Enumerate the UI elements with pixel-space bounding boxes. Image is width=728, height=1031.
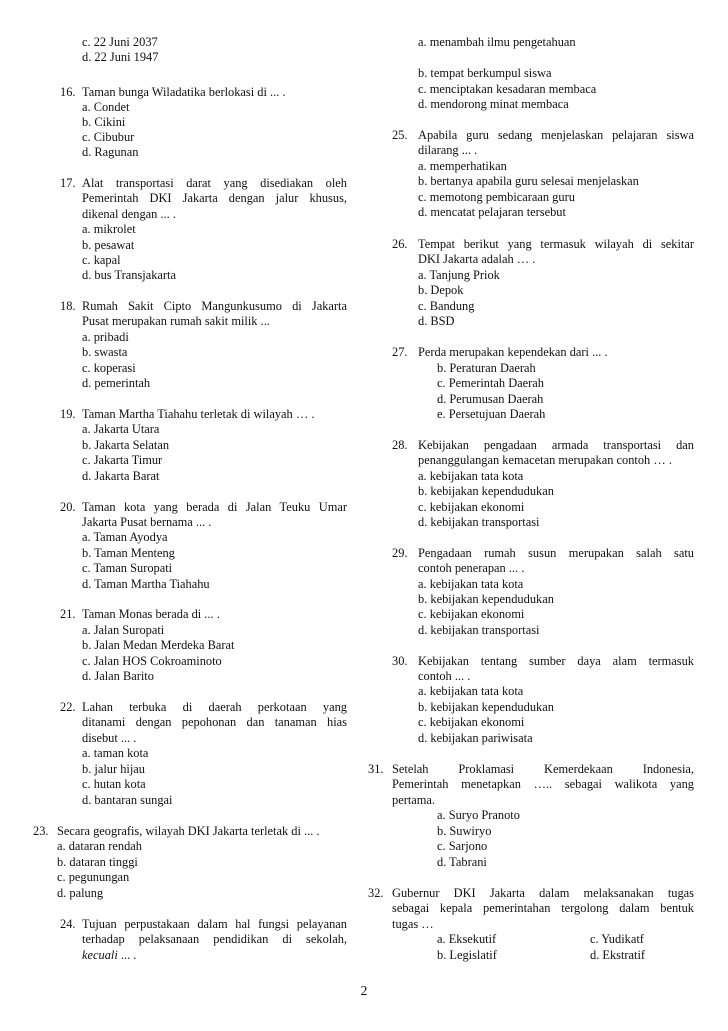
text-line: penanggulangan kemacetan merupakan contoh … . bbox=[418, 453, 672, 467]
text-line: b. pesawat bbox=[82, 238, 135, 252]
question-text: Apabila guru sedang menjelaskan pelajaran siswa bbox=[418, 128, 694, 142]
text-line: c. kebijakan ekonomi bbox=[418, 715, 525, 729]
text-line: d. pemerintah bbox=[82, 376, 151, 390]
text-line: pertama. bbox=[392, 793, 435, 807]
text-line: b. Depok bbox=[418, 283, 464, 297]
question-number: 32. bbox=[368, 886, 384, 900]
text-line: b. Taman Menteng bbox=[82, 546, 175, 560]
text-line: Jakarta Pusat bernama ... . bbox=[82, 515, 212, 529]
text-line: b. kebijakan kependudukan bbox=[418, 592, 554, 606]
question-text: Gubernur DKI Jakarta dalam melaksanakan tugas bbox=[392, 886, 694, 900]
text-line: b. dataran tinggi bbox=[57, 855, 138, 869]
question-number: 28. bbox=[392, 438, 408, 452]
text-line: b. Jalan Medan Merdeka Barat bbox=[82, 638, 235, 652]
option-text: d. Ekstratif bbox=[590, 948, 646, 962]
page-number: 2 bbox=[360, 983, 368, 998]
text-line: terhadap pelaksanaan pendidikan di sekolah, bbox=[82, 932, 347, 946]
text-line: a. kebijakan tata kota bbox=[418, 469, 524, 483]
question-text: Tempat berikut yang termasuk wilayah di sekitar bbox=[418, 237, 694, 251]
question-number: 20. bbox=[60, 500, 76, 514]
question-number: 27. bbox=[392, 345, 408, 359]
text-line: a. Condet bbox=[82, 100, 130, 114]
text-line: d. mendorong minat membaca bbox=[418, 97, 569, 111]
text-line: sebagai kepala pemerintahan tergolong dalam bentuk bbox=[392, 901, 694, 915]
text-line: a. kebijakan tata kota bbox=[418, 684, 524, 698]
text-line: e. Persetujuan Daerah bbox=[437, 407, 546, 421]
text-line: a. Eksekutif bbox=[437, 932, 497, 946]
question-number: 23. bbox=[33, 824, 49, 838]
text-line: d. kebijakan transportasi bbox=[418, 515, 540, 529]
question-number: 29. bbox=[392, 546, 408, 560]
text-line: c. Cibubur bbox=[82, 130, 135, 144]
text-line: a. Jalan Suropati bbox=[82, 623, 165, 637]
question-number: 16. bbox=[60, 85, 76, 99]
text-line: a. dataran rendah bbox=[57, 839, 142, 853]
question-text: Secara geografis, wilayah DKI Jakarta terletak di ... . bbox=[57, 824, 320, 838]
text-line: c. kebijakan ekonomi bbox=[418, 500, 525, 514]
text-line: c. Taman Suropati bbox=[82, 561, 173, 575]
text-line: d. Jakarta Barat bbox=[82, 469, 160, 483]
question-number: 30. bbox=[392, 654, 408, 668]
text-line: contoh penerapan ... . bbox=[418, 561, 525, 575]
text-line: c. kapal bbox=[82, 253, 121, 267]
question-text: Kebijakan tentang sumber daya alam termasuk bbox=[418, 654, 694, 668]
text-line: c. kebijakan ekonomi bbox=[418, 607, 525, 621]
text-line: c. Jakarta Timur bbox=[82, 453, 163, 467]
text-line: c. menciptakan kesadaran membaca bbox=[418, 82, 597, 96]
question-text: Taman kota yang berada di Jalan Teuku Umar bbox=[82, 500, 347, 514]
text-line: a. kebijakan tata kota bbox=[418, 577, 524, 591]
question-text: Alat transportasi darat yang disediakan oleh bbox=[82, 176, 347, 190]
text-line: d. 22 Juni 1947 bbox=[82, 50, 159, 64]
text-line: a. Taman Ayodya bbox=[82, 530, 168, 544]
text-line: d. bantaran sungai bbox=[82, 793, 173, 807]
question-text: Lahan terbuka di daerah perkotaan yang bbox=[82, 700, 347, 714]
text-line: kecuali ... . bbox=[82, 948, 137, 962]
text-line: c. koperasi bbox=[82, 361, 136, 375]
text-line: d. kebijakan pariwisata bbox=[418, 731, 533, 745]
text-line: c. memotong pembicaraan guru bbox=[418, 190, 575, 204]
question-number: 22. bbox=[60, 700, 76, 714]
question-number: 26. bbox=[392, 237, 408, 251]
question-text: Taman Monas berada di ... . bbox=[82, 607, 220, 621]
text-line: d. Taman Martha Tiahahu bbox=[82, 577, 210, 591]
text-line: d. mencatat pelajaran tersebut bbox=[418, 205, 566, 219]
text-line: d. kebijakan transportasi bbox=[418, 623, 540, 637]
text-line: a. mikrolet bbox=[82, 222, 136, 236]
question-number: 25. bbox=[392, 128, 408, 142]
text-line: Pusat merupakan rumah sakit milik ... bbox=[82, 314, 270, 328]
text-line: b. tempat berkumpul siswa bbox=[418, 66, 552, 80]
option-text: c. Yudikatf bbox=[590, 932, 644, 946]
text-line: b. Cikini bbox=[82, 115, 126, 129]
text-line: d. Ragunan bbox=[82, 145, 139, 159]
text-line: b. jalur hijau bbox=[82, 762, 145, 776]
text-line: c. pegunungan bbox=[57, 870, 130, 884]
question-text: Tujuan perpustakaan dalam hal fungsi pelayanan bbox=[82, 917, 347, 931]
text-line: d. BSD bbox=[418, 314, 455, 328]
text-line: c. Pemerintah Daerah bbox=[437, 376, 544, 390]
text-line: c. Jalan HOS Cokroaminoto bbox=[82, 654, 222, 668]
text-line: DKI Jakarta adalah … . bbox=[418, 252, 536, 266]
text-line: a. Jakarta Utara bbox=[82, 422, 160, 436]
question-number: 31. bbox=[368, 762, 384, 776]
text-line: contoh ... . bbox=[418, 669, 471, 683]
text-line: d. Perumusan Daerah bbox=[437, 392, 544, 406]
text-line: ditanami dengan pepohonan dan tanaman hias bbox=[82, 715, 347, 729]
question-number: 19. bbox=[60, 407, 76, 421]
question-number: 24. bbox=[60, 917, 76, 931]
question-number: 17. bbox=[60, 176, 76, 190]
text-line: disebut ... . bbox=[82, 731, 137, 745]
text-line: a. memperhatikan bbox=[418, 159, 507, 173]
text-line: c. Bandung bbox=[418, 299, 475, 313]
question-text: Rumah Sakit Cipto Mangunkusumo di Jakarta bbox=[82, 299, 347, 313]
question-text: Taman Martha Tiahahu terletak di wilayah … . bbox=[82, 407, 315, 421]
text-line: b. bertanya apabila guru selesai menjelaskan bbox=[418, 174, 639, 188]
text-line: dikenal dengan ... . bbox=[82, 207, 176, 221]
text-line: tugas … bbox=[392, 917, 434, 931]
question-text: Taman bunga Wiladatika berlokasi di ... . bbox=[82, 85, 286, 99]
text-line: b. kebijakan kependudukan bbox=[418, 484, 554, 498]
question-number: 21. bbox=[60, 607, 76, 621]
text-line: a. menambah ilmu pengetahuan bbox=[418, 35, 576, 49]
text-line: a. Tanjung Priok bbox=[418, 268, 500, 282]
text-line: c. Sarjono bbox=[437, 839, 488, 853]
question-text: Kebijakan pengadaan armada transportasi dan bbox=[418, 438, 694, 452]
text-line: a. Suryo Pranoto bbox=[437, 808, 520, 822]
text-line: d. bus Transjakarta bbox=[82, 268, 176, 282]
text-line: Pemerintah menetapkan ….. sebagai walikota yang bbox=[392, 777, 694, 791]
text-line: a. pribadi bbox=[82, 330, 129, 344]
text-line: c. 22 Juni 2037 bbox=[82, 35, 158, 49]
text-line: b. swasta bbox=[82, 345, 128, 359]
text-line: dilarang ... . bbox=[418, 143, 478, 157]
question-number: 18. bbox=[60, 299, 76, 313]
text-line: d. Tabrani bbox=[437, 855, 487, 869]
text-line: d. palung bbox=[57, 886, 104, 900]
text-line: d. Jalan Barito bbox=[82, 669, 154, 683]
text-line: b. Suwiryo bbox=[437, 824, 492, 838]
question-text: Pengadaan rumah susun merupakan salah satu bbox=[418, 546, 694, 560]
question-text: Setelah Proklamasi Kemerdekaan Indonesia, bbox=[392, 762, 694, 776]
text-line: Pemerintah DKI Jakarta dengan jalur khusus, bbox=[82, 191, 347, 205]
text-line: b. Peraturan Daerah bbox=[437, 361, 536, 375]
text-line: b. Jakarta Selatan bbox=[82, 438, 170, 452]
text-line: b. Legislatif bbox=[437, 948, 497, 962]
text-line: a. taman kota bbox=[82, 746, 149, 760]
text-line: b. kebijakan kependudukan bbox=[418, 700, 554, 714]
question-text: Perda merupakan kependekan dari ... . bbox=[418, 345, 608, 359]
text-line: c. hutan kota bbox=[82, 777, 146, 791]
